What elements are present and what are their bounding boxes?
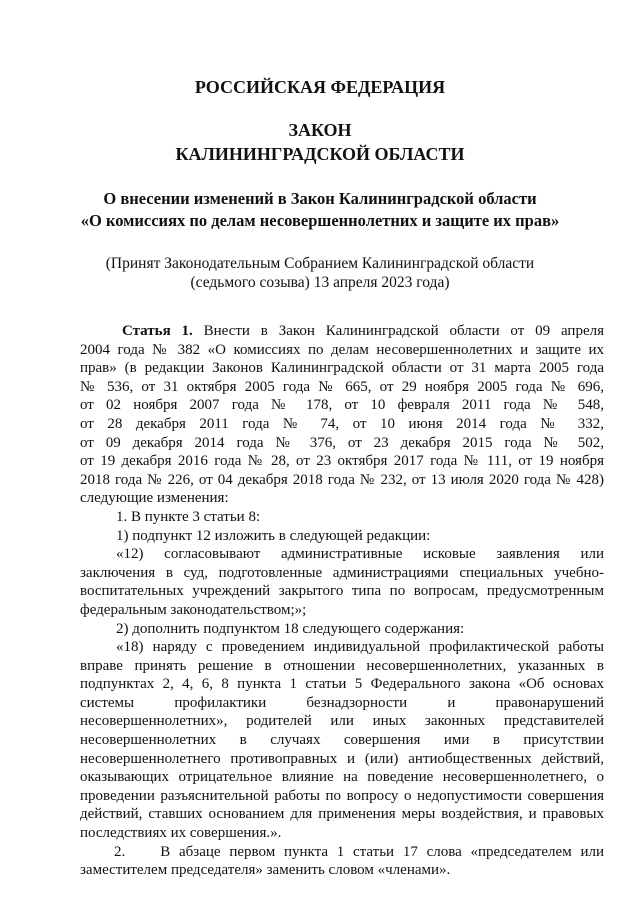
body-line: «18) наряду с проведением индивидуальной профилактической работы bbox=[116, 639, 604, 656]
law-body bbox=[80, 322, 604, 880]
body-line: от 09 декабря 2014 года № 376, от 23 декабря 2015 года № 502, bbox=[80, 434, 604, 451]
subject-line-1: О внесении изменений в Закон Калининградской области bbox=[103, 189, 537, 208]
body-line: заместителем председателя» заменить словом «членами». bbox=[80, 862, 451, 879]
item-1-heading: 1. В пункте 3 статьи 8: bbox=[116, 508, 261, 525]
body-line: прав» (в редакции Законов Калининградской области от 31 марта 2005 года bbox=[80, 360, 604, 377]
subject-line-2: «О комиссиях по делам несовершеннолетних и защите их прав» bbox=[80, 211, 560, 230]
subitem-2-heading: 2) дополнить подпунктом 18 следующего содержания: bbox=[116, 620, 465, 637]
body-line: несовершеннолетних», родителей или иных законных представителей bbox=[80, 713, 604, 730]
body-line: 2004 года № 382 «О комиссиях по делам несовершеннолетних и защите их bbox=[80, 341, 604, 358]
adoption-line-2: (седьмого созыва) 13 апреля 2023 года) bbox=[190, 274, 450, 291]
body-line: от 19 декабря 2016 года № 28, от 23 октября 2017 года № 111, от 19 ноября bbox=[80, 453, 604, 470]
body-line: 2018 года № 226, от 04 декабря 2018 года № 232, от 13 июля 2020 года № 428) bbox=[80, 471, 604, 488]
body-line: федеральным законодательством;»; bbox=[80, 601, 307, 618]
body-line: заключения в суд, подготовленные администрациями специальных учебно- bbox=[80, 564, 604, 581]
body-line: вправе принять решение в отношении несовершеннолетних, указанных в bbox=[80, 657, 604, 674]
law-title bbox=[0, 118, 640, 166]
law-subject bbox=[0, 188, 640, 232]
article-1-text-0: Внести в Закон Калининградской области от 09 апреля bbox=[192, 323, 604, 339]
body-line: несовершеннолетних в случаях совершения ими в присутствии bbox=[80, 732, 604, 749]
body-line: несовершеннолетнего противоправных и (или) антиобщественных действий, bbox=[80, 750, 604, 767]
body-line: действий, ставших основанием для применения меры воздействия, и правовых bbox=[80, 806, 604, 823]
region-name: КАЛИНИНГРАДСКОЙ ОБЛАСТИ bbox=[175, 144, 465, 164]
adoption-line-1: (Принят Законодательным Собранием Калининградской области bbox=[105, 255, 535, 272]
body-line: системы профилактики безнадзорности и правонарушений bbox=[80, 694, 604, 711]
body-line: от 28 декабря 2011 года № 74, от 10 июня 2014 года № 332, bbox=[80, 415, 604, 432]
body-line: от 02 ноября 2007 года № 178, от 10 февраля 2011 года № 548, bbox=[80, 397, 604, 414]
body-line: № 536, от 31 октября 2005 года № 665, от 29 ноября 2005 года № 696, bbox=[80, 378, 604, 395]
body-line: оказывающих отрицательное влияние на поведение несовершеннолетнего, о bbox=[80, 769, 604, 786]
country-heading: РОССИЙСКАЯ ФЕДЕРАЦИЯ bbox=[194, 77, 446, 97]
body-line: подпунктах 2, 4, 6, 8 пункта 1 статьи 5 Федерального закона «Об основах bbox=[80, 676, 604, 693]
item-2-first-line: 2. В абзаце первом пункта 1 статьи 17 слова «председателем или bbox=[114, 843, 604, 860]
subitem-1-heading: 1) подпункт 12 изложить в следующей редакции: bbox=[116, 527, 431, 544]
body-line: проведении разъяснительной работы по вопросу о недопустимости совершения bbox=[80, 787, 604, 804]
law-word: ЗАКОН bbox=[288, 120, 352, 140]
body-line: последствиях их совершения.». bbox=[80, 825, 282, 842]
article-1-label: Статья 1. bbox=[122, 323, 193, 339]
body-line: следующие изменения: bbox=[80, 490, 229, 507]
body-line: воспитательных учреждений закрытого типа по вопросам, предусмотренным bbox=[80, 583, 604, 600]
article-1-first-line bbox=[80, 322, 604, 341]
body-line: «12) согласовывают административные исковые заявления или bbox=[116, 546, 604, 563]
adoption-note bbox=[0, 254, 640, 292]
